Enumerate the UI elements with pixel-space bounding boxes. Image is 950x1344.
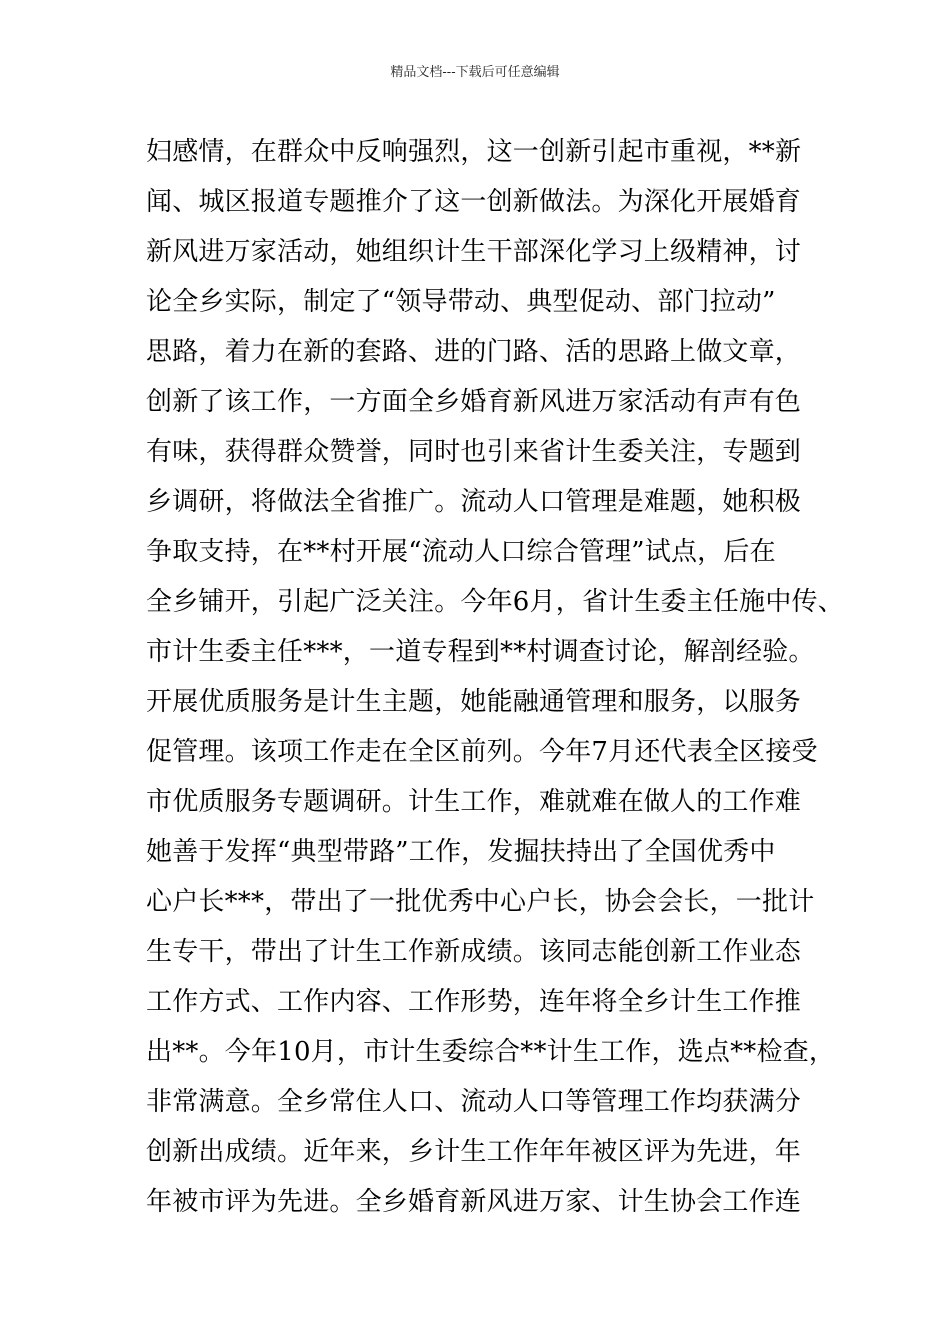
text-line: 她善于发挥“典型带路”工作，发掘扶持出了全国优秀中 bbox=[146, 837, 776, 867]
text-line: 争取支持，在**村开展“流动人口综合管理”试点，后在 bbox=[146, 537, 776, 567]
text-line: 创新了该工作，一方面全乡婚育新风进万家活动有声有色 bbox=[146, 387, 802, 417]
text-line: 论全乡实际，制定了“领导带动、典型促动、部门拉动” bbox=[146, 287, 776, 317]
text-line: 闻、城区报道专题推介了这一创新做法。为深化开展婚育 bbox=[146, 187, 802, 217]
text-line: 心户长***，带出了一批优秀中心户长，协会会长，一批计 bbox=[146, 887, 815, 917]
body-text bbox=[146, 127, 844, 1227]
page-header: 精品文档---下载后可任意编辑 bbox=[390, 65, 560, 80]
text-line: 思路，着力在新的套路、进的门路、活的思路上做文章， bbox=[146, 337, 802, 367]
text-line: 乡调研，将做法全省推广。流动人口管理是难题，她积极 bbox=[146, 487, 802, 517]
text-line: 开展优质服务是计生主题，她能融通管理和服务，以服务 bbox=[146, 687, 802, 717]
text-line: 年被市评为先进。全乡婚育新风进万家、计生协会工作连 bbox=[146, 1187, 802, 1217]
text-line: 促管理。该项工作走在全区前列。今年7月还代表全区接受 bbox=[146, 737, 818, 767]
text-line: 妇感情，在群众中反响强烈，这一创新引起市重视，**新 bbox=[146, 137, 802, 167]
text-line: 创新出成绩。近年来，乡计生工作年年被区评为先进，年 bbox=[146, 1137, 802, 1167]
text-line: 非常满意。全乡常住人口、流动人口等管理工作均获满分 bbox=[146, 1087, 802, 1117]
text-line: 市优质服务专题调研。计生工作，难就难在做人的工作难 bbox=[146, 787, 802, 817]
text-line: 出**。今年10月，市计生委综合**计生工作，选点**检查， bbox=[146, 1037, 836, 1067]
text-line: 工作方式、工作内容、工作形势，连年将全乡计生工作推 bbox=[146, 987, 802, 1017]
text-line: 新风进万家活动，她组织计生干部深化学习上级精神，讨 bbox=[146, 237, 802, 267]
text-line: 市计生委主任***，一道专程到**村调查讨论，解剖经验。 bbox=[146, 637, 815, 667]
text-line: 有味，获得群众赞誉，同时也引来省计生委关注，专题到 bbox=[146, 437, 802, 467]
text-line: 全乡铺开，引起广泛关注。今年6月，省计生委主任施中传、 bbox=[146, 587, 844, 617]
text-line: 生专干，带出了计生工作新成绩。该同志能创新工作业态 bbox=[146, 937, 802, 967]
